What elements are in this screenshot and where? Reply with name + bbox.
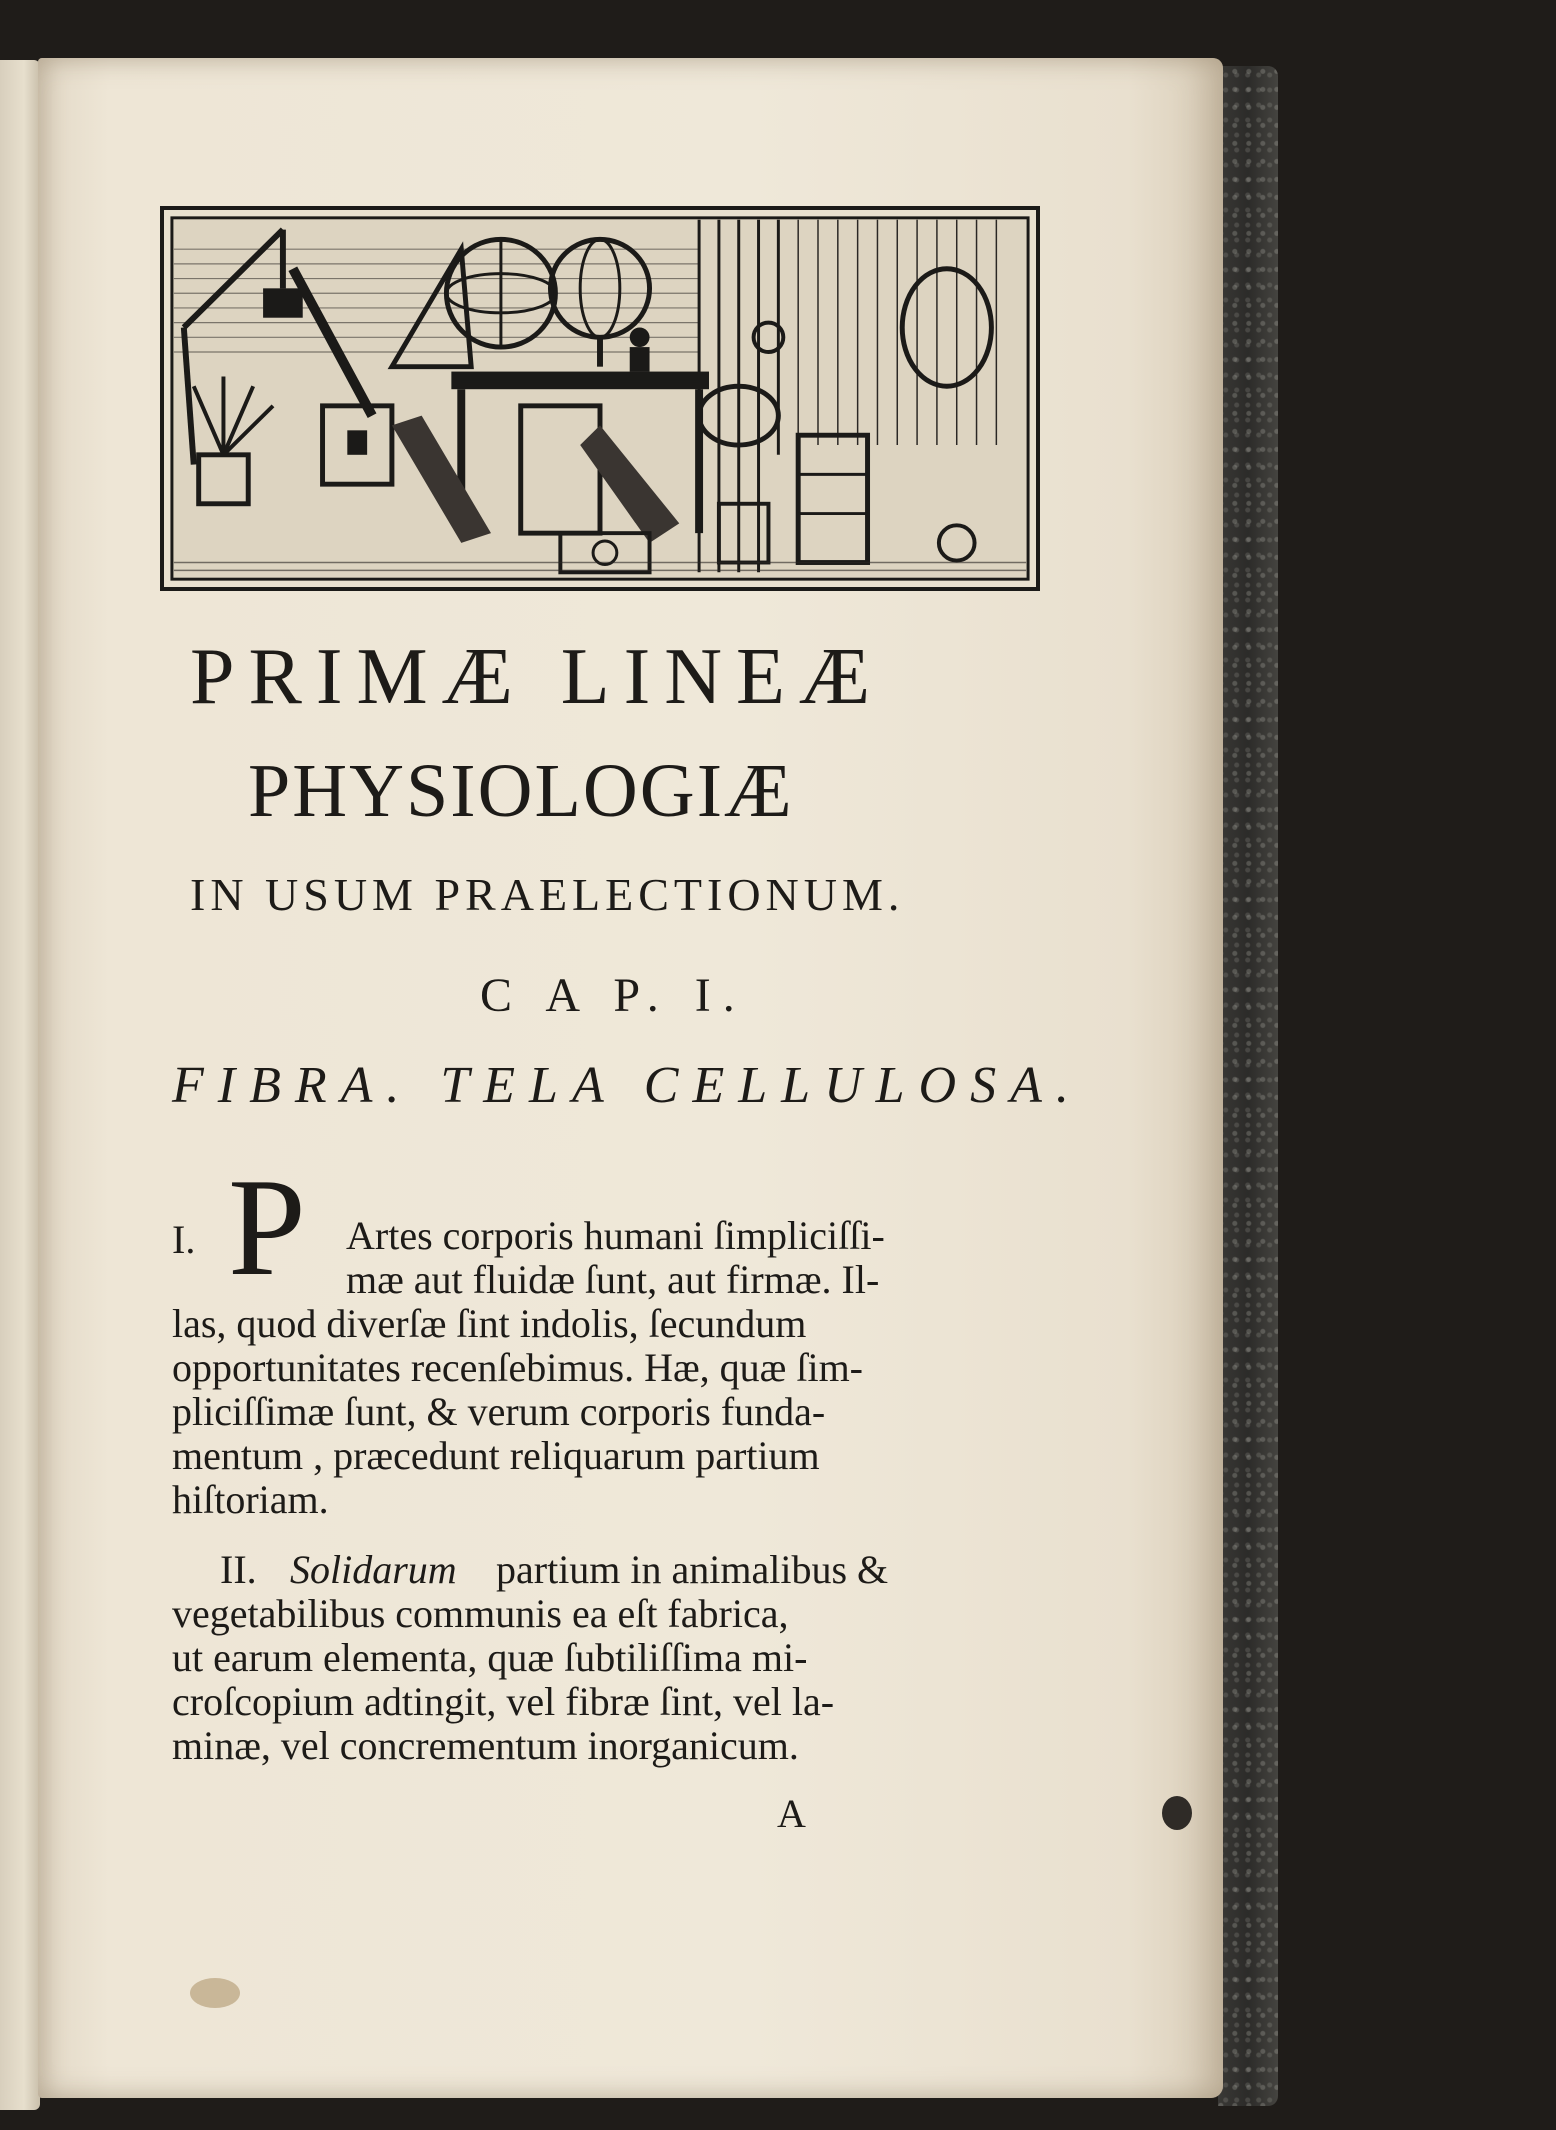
woodcut-drawing	[164, 210, 1036, 587]
paragraph-2-number: II.	[220, 1547, 257, 1592]
chapter-title: FIBRA. TELA CELLULOSA.	[172, 1057, 1083, 1114]
book-cover-edge	[1218, 66, 1278, 2106]
chapter-number: C A P. I.	[480, 969, 747, 1022]
paragraph-2-line: partium in animalibus &	[496, 1547, 889, 1592]
left-page-edge	[0, 60, 40, 2110]
drop-cap: P	[228, 1150, 306, 1305]
signature-mark: A	[777, 1791, 806, 1836]
title-line-1: PRIMÆ LINEÆ	[190, 633, 885, 721]
paragraph-2-italic-word: Solidarum	[290, 1547, 457, 1592]
woodcut-illustration	[160, 206, 1040, 591]
paragraph-2-line: croſcopium adtingit, vel fibræ ſint, vel la-	[172, 1679, 835, 1724]
paragraph-2-line: minæ, vel concrementum inorganicum.	[172, 1723, 799, 1768]
paragraph-1-line: Artes corporis humani ſimpliciſſi-	[346, 1213, 885, 1258]
paragraph-1-number: I.	[172, 1217, 196, 1262]
paragraph-1-line: mæ aut fluidæ ſunt, aut firmæ. Il-	[346, 1257, 880, 1302]
paragraph-2-line: ut earum elementa, quæ ſubtiliſſima mi-	[172, 1635, 808, 1680]
paper-stain	[1162, 1796, 1192, 1830]
paragraph-2-line: vegetabilibus communis ea eſt fabrica,	[172, 1591, 789, 1636]
paragraph-1-line: opportunitates recenſebimus. Hæ, quæ ſim-	[172, 1345, 863, 1390]
paragraph-1-line: las, quod diverſæ ſint indolis, ſecundum	[172, 1301, 807, 1346]
paragraph-1-line: pliciſſimæ ſunt, & verum corporis funda-	[172, 1389, 826, 1434]
paragraph-1-line: mentum , præcedunt reliquarum partium	[172, 1433, 820, 1478]
title-line-2: PHYSIOLOGIÆ	[248, 749, 794, 833]
paper-stain	[190, 1978, 240, 2008]
paragraph-1-line: hiſtoriam.	[172, 1477, 329, 1522]
subtitle: IN USUM PRAELECTIONUM.	[190, 869, 905, 920]
